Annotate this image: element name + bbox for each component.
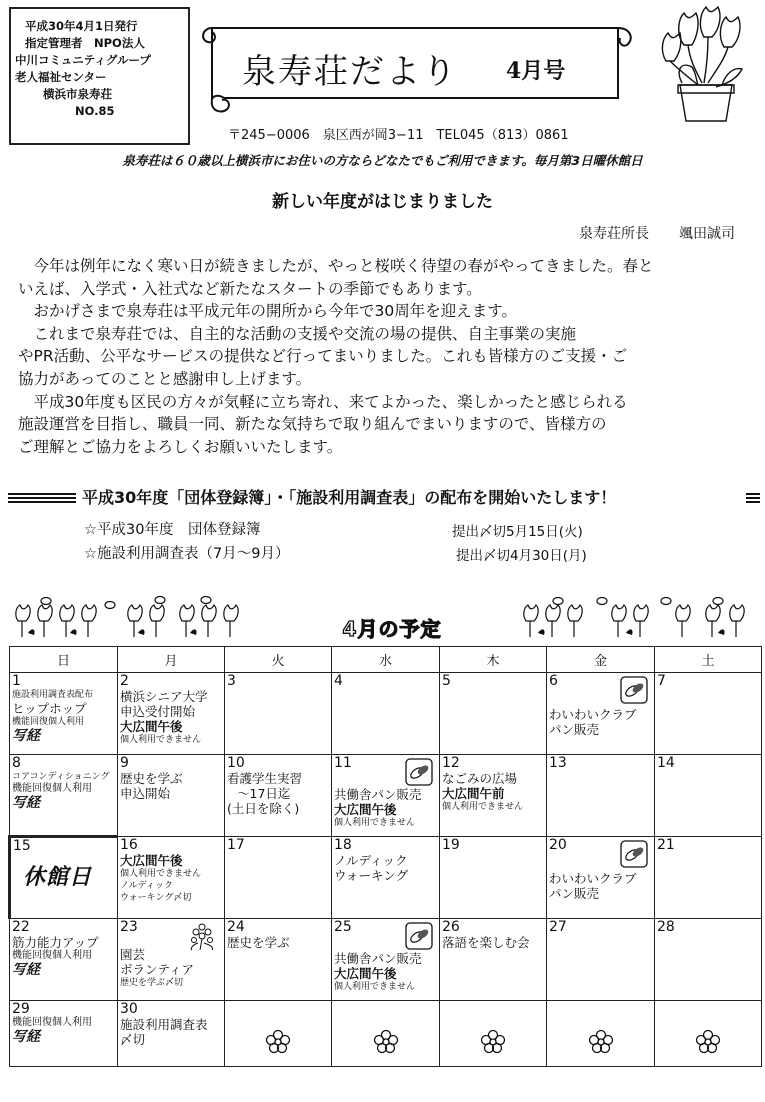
day-event: 個人利用できません <box>334 818 416 828</box>
day-event: 個人利用できません <box>442 802 524 812</box>
day-number: 14 <box>657 755 675 771</box>
day-event: 看護学生実習 <box>227 771 303 786</box>
title-scroll <box>198 14 638 118</box>
day-event: (土日を除く) <box>227 801 300 816</box>
organization: 中川コミュニティグループ <box>15 53 151 67</box>
day-cell-15 <box>10 837 118 919</box>
day-cell-12 <box>440 755 547 837</box>
day-event: 施設利用調査表 <box>120 1017 208 1032</box>
day-number: 12 <box>442 755 460 771</box>
day-event: ウォーキング〆切 <box>120 893 192 903</box>
weekday-wed: 水 <box>332 647 440 673</box>
day-number: 29 <box>12 1001 30 1017</box>
day-event: 横浜シニア大学 <box>120 689 208 704</box>
day-event: 大広間午後 <box>334 966 397 981</box>
day-cell-22 <box>10 919 118 1001</box>
day-event: ウォーキング <box>334 868 409 883</box>
issue-date: 平成30年4月1日発行 <box>25 19 138 33</box>
day-event: 写経 <box>12 795 40 811</box>
day-cell-27 <box>547 919 655 1001</box>
article-line: やPR活動、公平なサービスの提供など行ってまいりました。これも皆様方のご支援・ご <box>18 347 628 366</box>
publisher-box <box>9 7 190 145</box>
day-cell-7 <box>655 673 762 755</box>
article-headline: 新しい年度がはじまりました <box>272 192 493 212</box>
weekday-sat: 土 <box>655 647 762 673</box>
day-event: 〆切 <box>120 1032 146 1047</box>
flower-bouquet-icon <box>186 921 218 951</box>
flower-icon <box>588 1029 614 1055</box>
day-cell-16 <box>118 837 225 919</box>
calendar-title: 4月の予定 <box>342 617 442 641</box>
banner-text: 平成30年度「団体登録簿」・「施設利用調査表」の配布を開始いたします！ <box>82 488 617 507</box>
day-cell-2 <box>118 673 225 755</box>
flower-icon <box>695 1029 721 1055</box>
empty-day-cell <box>547 1001 655 1067</box>
day-number: 11 <box>334 755 352 771</box>
day-event: 共働舎パン販売 <box>334 787 422 802</box>
day-number: 30 <box>120 1001 138 1017</box>
calendar-week <box>10 673 762 755</box>
day-cell-25 <box>332 919 440 1001</box>
day-number: 2 <box>120 673 129 689</box>
day-number: 24 <box>227 919 245 935</box>
article-author <box>579 223 735 243</box>
day-number: 20 <box>549 837 567 853</box>
closed-day-label: 休館日 <box>23 864 93 890</box>
day-cell-17 <box>225 837 332 919</box>
issue-number: NO.85 <box>75 104 115 118</box>
weekday-mon: 月 <box>118 647 225 673</box>
day-cell-29 <box>10 1001 118 1067</box>
article-line: 施設運営を目指し、職員一同、新たな気持ちで取り組んでまいりますので、皆様方の <box>18 415 607 434</box>
day-event: 歴史を学ぶ <box>120 771 183 786</box>
weekday-fri: 金 <box>547 647 655 673</box>
day-event: なごみの広場 <box>442 771 518 786</box>
day-number: 28 <box>657 919 675 935</box>
day-number: 6 <box>549 673 558 689</box>
deadline-survey: 提出〆切4月30日(月) <box>456 548 587 564</box>
banner-rule-right <box>746 493 760 504</box>
day-event: 機能回復個人利用 <box>12 783 92 794</box>
weekday-thu: 木 <box>440 647 547 673</box>
facility-name: 横浜市泉寿荘 <box>43 87 112 101</box>
calendar-week <box>10 1001 762 1067</box>
day-number: 25 <box>334 919 352 935</box>
day-event: 機能回復個人利用 <box>12 717 85 727</box>
day-cell-13 <box>547 755 655 837</box>
day-cell-21 <box>655 837 762 919</box>
calendar-week <box>10 919 762 1001</box>
day-number: 4 <box>334 673 343 689</box>
weekday-header-row <box>10 647 762 673</box>
article-line: 今年は例年になく寒い日が続きましたが、やっと桜咲く待望の春がやってきました。春と <box>18 257 654 275</box>
day-event: パン販売 <box>549 722 600 737</box>
day-event: ボランティア <box>120 962 195 977</box>
day-number: 22 <box>12 919 30 935</box>
day-number: 16 <box>120 837 138 853</box>
article-line: いえば、入学式・入社式など新たなスタートの季節でもあります。 <box>18 279 482 298</box>
bread-icon <box>620 676 648 704</box>
issue-label: 4月号 <box>506 58 566 84</box>
day-number: 27 <box>549 919 567 935</box>
article-body <box>18 255 758 458</box>
day-event: ノルディック <box>334 853 408 868</box>
day-number: 13 <box>549 755 567 771</box>
day-number: 8 <box>12 755 21 771</box>
day-event: わいわいクラブ <box>549 707 637 722</box>
day-cell-11 <box>332 755 440 837</box>
center-name: 老人福祉センター <box>15 70 107 84</box>
day-event: 共働舎パン販売 <box>334 951 422 966</box>
tulip-pot-icon <box>652 5 756 125</box>
address: 〒245−0006 泉区西が岡3−11 TEL045（813）0861 <box>228 128 569 143</box>
day-event: 歴史を学ぶ〆切 <box>120 978 184 988</box>
flower-icon <box>373 1029 399 1055</box>
tulip-border-icon <box>518 595 758 641</box>
day-cell-30 <box>118 1001 225 1067</box>
day-event: 個人利用できません <box>334 982 416 992</box>
day-number: 19 <box>442 837 460 853</box>
day-event: 施設利用調査表配布 <box>12 690 94 700</box>
day-number: 10 <box>227 755 245 771</box>
day-cell-3 <box>225 673 332 755</box>
day-event: 〜17日迄 <box>237 786 291 801</box>
day-number: 7 <box>657 673 666 689</box>
empty-day-cell <box>332 1001 440 1067</box>
article-line: ご理解とご協力をよろしくお願いいたします。 <box>18 437 343 456</box>
day-event: わいわいクラブ <box>549 871 637 886</box>
day-event: 個人利用できません <box>120 869 202 879</box>
day-cell-19 <box>440 837 547 919</box>
empty-day-cell <box>655 1001 762 1067</box>
banner-rule-left <box>8 493 76 504</box>
day-event: 写経 <box>12 1029 40 1045</box>
article-line: 協力があってのことと感謝申し上げます。 <box>18 369 312 388</box>
day-cell-26 <box>440 919 547 1001</box>
article-line: おかげさまで泉寿荘は平成元年の開所から今年で30周年を迎えます。 <box>18 302 517 321</box>
manager: 指定管理者 NPO法人 <box>25 36 145 50</box>
weekday-sun: 日 <box>10 647 118 673</box>
author-name: 颯田誠司 <box>679 226 735 242</box>
day-cell-9 <box>118 755 225 837</box>
bread-icon <box>405 922 433 950</box>
day-event: 筋力能力アップ <box>12 935 99 950</box>
day-number: 17 <box>227 837 245 853</box>
day-event: 大広間午後 <box>120 853 183 868</box>
day-event: 機能回復個人利用 <box>12 950 92 961</box>
day-number: 21 <box>657 837 675 853</box>
day-event: 写経 <box>12 728 40 744</box>
empty-day-cell <box>225 1001 332 1067</box>
day-cell-10 <box>225 755 332 837</box>
day-event: 個人利用できません <box>120 735 202 745</box>
day-number: 9 <box>120 755 129 771</box>
day-event: 機能回復個人利用 <box>12 1017 92 1028</box>
day-cell-8 <box>10 755 118 837</box>
day-number: 18 <box>334 837 352 853</box>
day-cell-23 <box>118 919 225 1001</box>
day-event: 写経 <box>12 962 40 978</box>
distribution-item-survey: ☆施設利用調査表（7月〜9月） <box>84 546 290 562</box>
weekday-tue: 火 <box>225 647 332 673</box>
day-cell-20 <box>547 837 655 919</box>
day-event: ノルディック <box>120 881 173 891</box>
day-event: コアコンディショニング <box>12 772 110 782</box>
empty-day-cell <box>440 1001 547 1067</box>
day-event: 落語を楽しむ会 <box>442 935 530 950</box>
day-cell-5 <box>440 673 547 755</box>
day-number: 3 <box>227 673 236 689</box>
day-event: 園芸 <box>120 947 146 962</box>
day-number: 26 <box>442 919 460 935</box>
day-event: 大広間午後 <box>120 719 183 734</box>
day-cell-1 <box>10 673 118 755</box>
day-cell-18 <box>332 837 440 919</box>
article-line: 平成30年度も区民の方々が気軽に立ち寄れ、来てよかった、楽しかったと感じられる <box>18 392 628 411</box>
day-number: 1 <box>12 673 21 689</box>
author-role: 泉寿荘所長 <box>579 226 649 242</box>
day-cell-28 <box>655 919 762 1001</box>
day-event: パン販売 <box>549 886 600 901</box>
day-number: 23 <box>120 919 138 935</box>
day-event: 申込開始 <box>120 786 171 801</box>
distribution-banner <box>8 485 760 515</box>
flower-icon <box>265 1029 291 1055</box>
day-cell-14 <box>655 755 762 837</box>
calendar-week <box>10 837 762 919</box>
bread-icon <box>620 840 648 868</box>
day-event: 大広間午後 <box>334 802 397 817</box>
day-event: 申込受付開始 <box>120 704 196 719</box>
eligibility-notice: 泉寿荘は６０歳以上横浜市にお住いの方ならどなたでもご利用できます。毎月第3日曜休館日 <box>122 153 643 168</box>
bread-icon <box>405 758 433 786</box>
calendar-week <box>10 755 762 837</box>
flower-icon <box>480 1029 506 1055</box>
deadline-registry: 提出〆切5月15日(火) <box>452 524 583 540</box>
day-event: ヒップホップ <box>12 701 87 716</box>
day-event: 大広間午前 <box>442 786 505 801</box>
newsletter-title: 泉寿荘だより <box>242 52 458 92</box>
article-line: これまで泉寿荘では、自主的な活動の支援や交流の場の提供、自主事業の実施 <box>18 324 577 343</box>
day-number: 15 <box>13 838 31 854</box>
day-cell-4 <box>332 673 440 755</box>
distribution-item-registry: ☆平成30年度 団体登録簿 <box>84 522 261 538</box>
day-cell-6 <box>547 673 655 755</box>
day-number: 5 <box>442 673 451 689</box>
day-event: 歴史を学ぶ <box>227 935 290 950</box>
tulip-border-icon <box>10 595 250 641</box>
day-cell-24 <box>225 919 332 1001</box>
april-calendar <box>8 646 762 1067</box>
